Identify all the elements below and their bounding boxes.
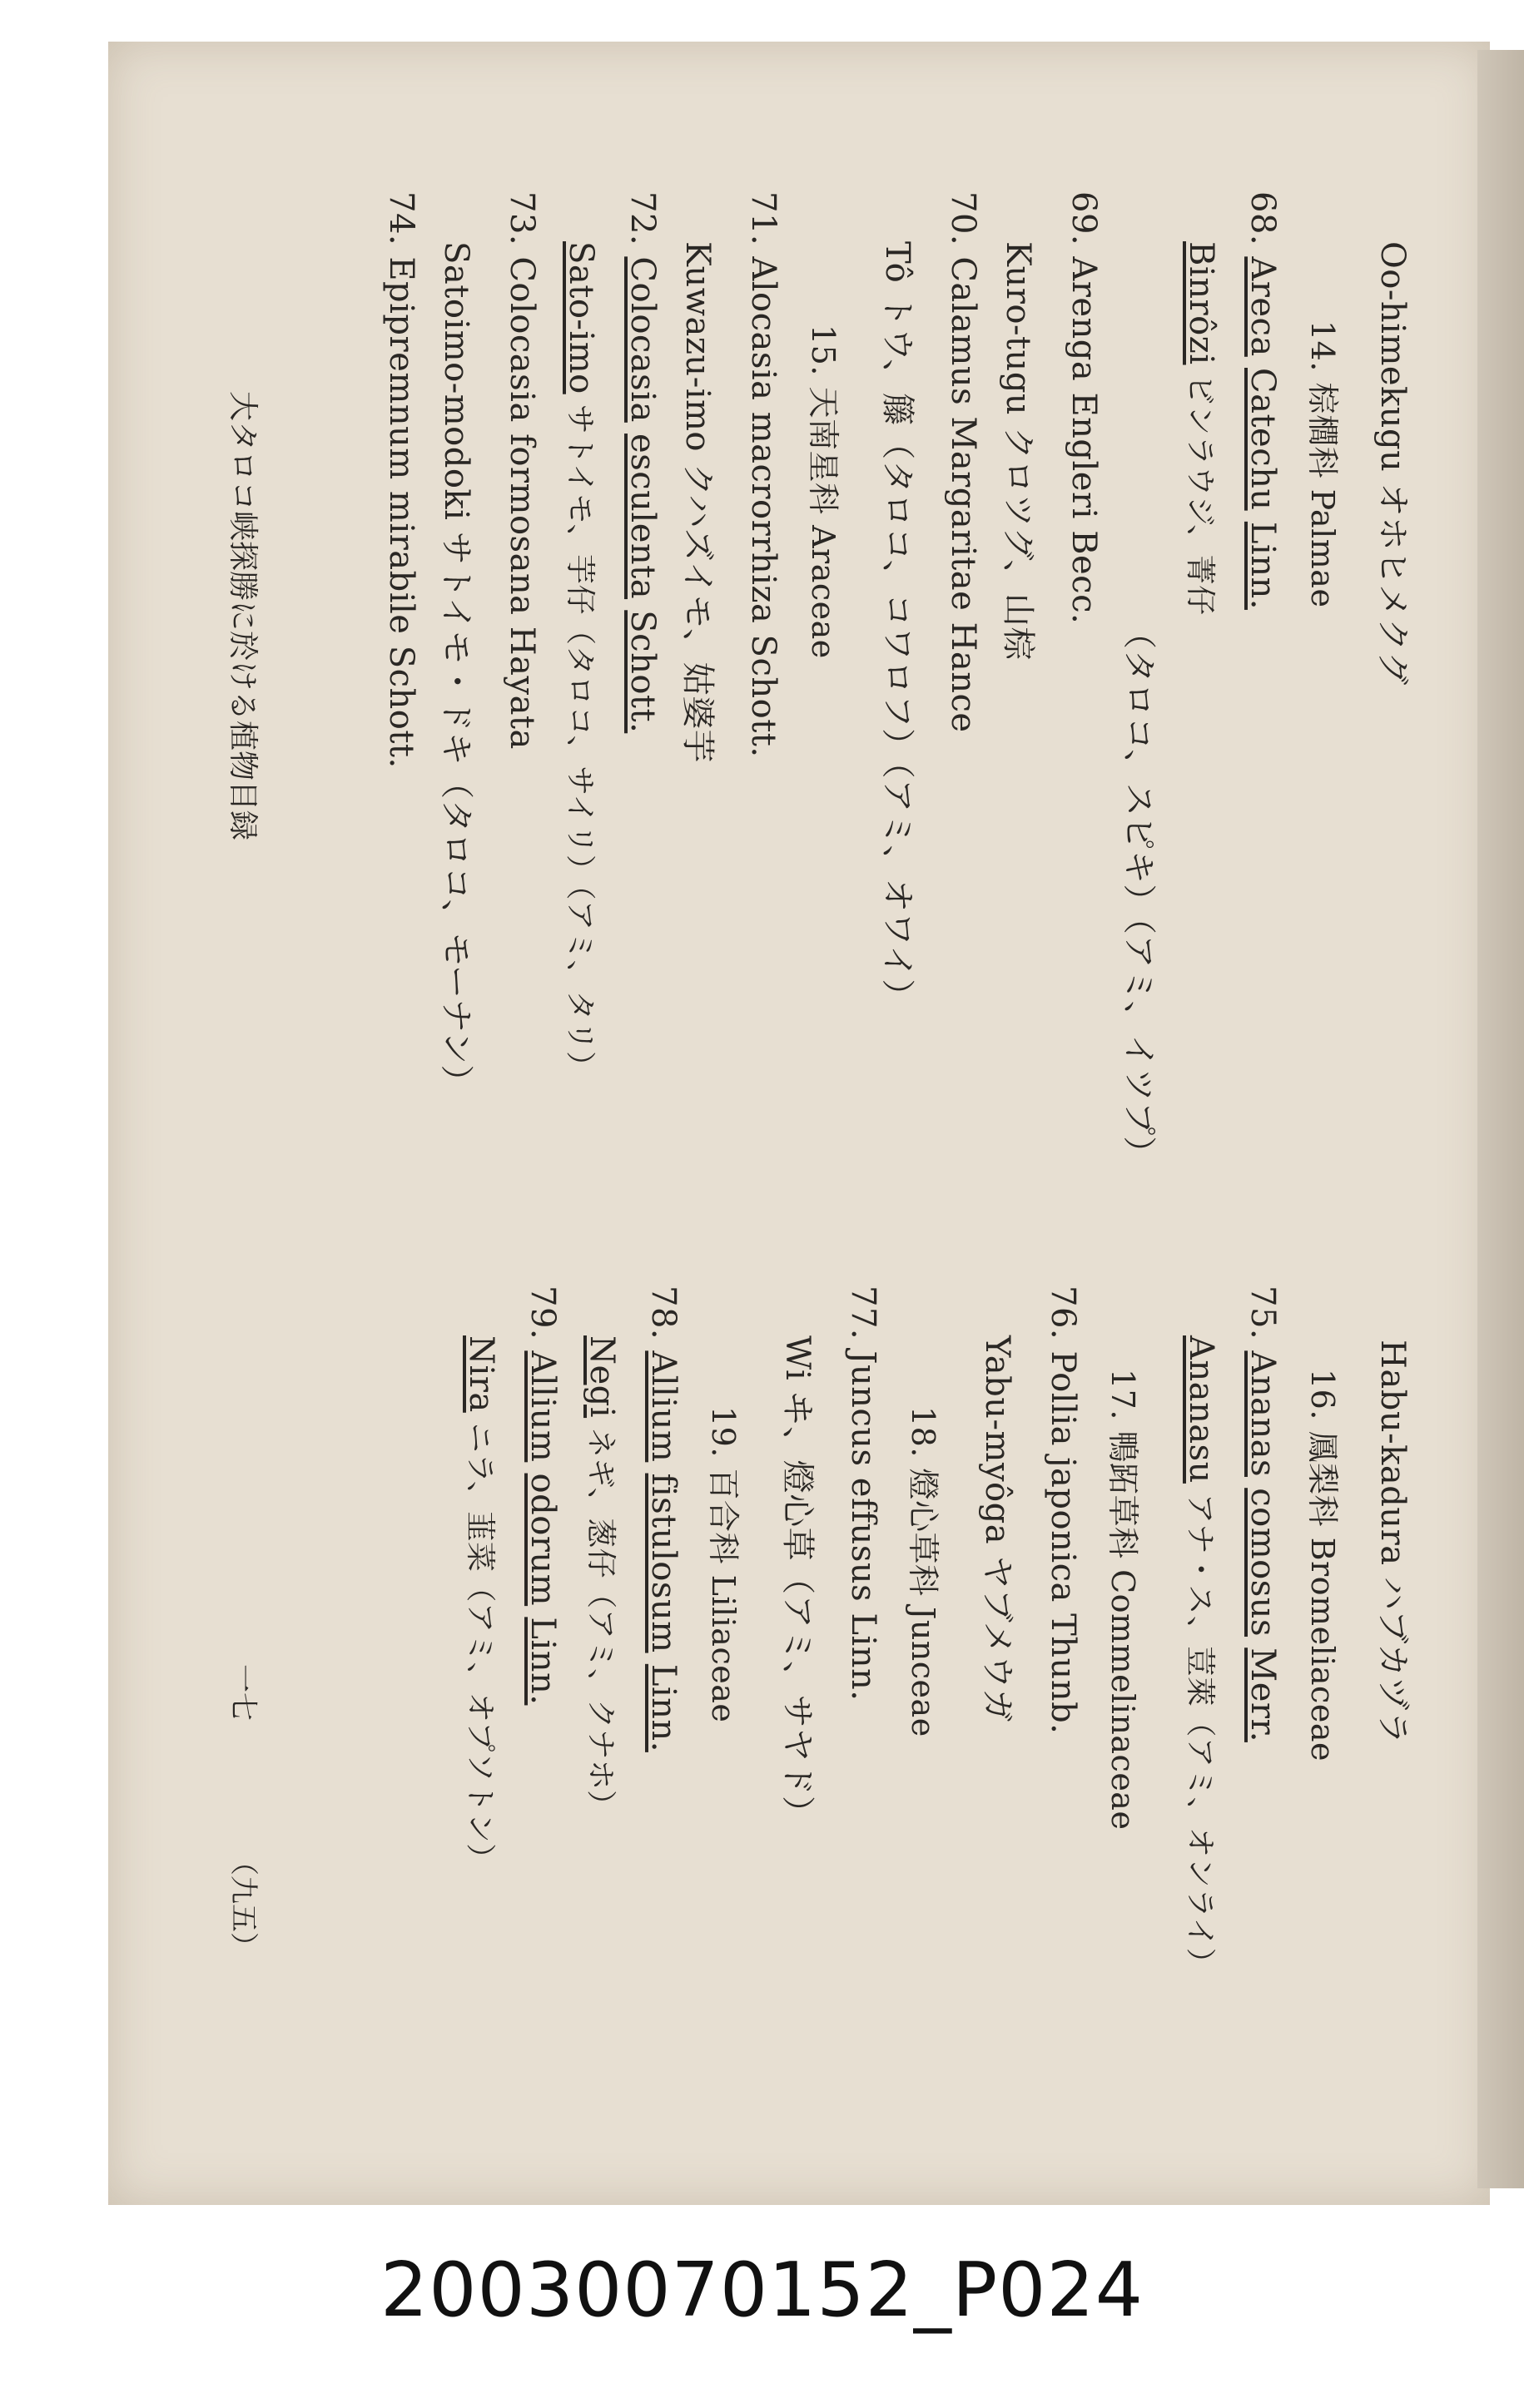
vernacular-name: Negi [583, 1335, 621, 1419]
genus: Ananas [1244, 1350, 1282, 1477]
family-heading-18: 18. 燈心草科 Junceae [905, 1406, 941, 1737]
entry-77: 77. Juncus effusus Linn. [844, 1286, 882, 1702]
entry-73-vernacular: Satoimo-modoki サトイモ・ドキ（タロコ、モーナン） [437, 241, 475, 1098]
entry-75 [1244, 1286, 1282, 1742]
archive-id-caption: 20030070152_P024 [380, 2247, 1144, 2334]
entry-71: 71. Alocasia macrorrhiza Schott. [744, 191, 782, 758]
vernacular-rest: サトイモ、芋仔（タロコ、サイリ）（アミ、タリ） [563, 394, 597, 1082]
entry-79-vernacular [461, 1335, 504, 1874]
right-column [108, 1123, 1490, 2205]
entry-78 [644, 1286, 683, 1752]
page-number-kanji: 一七 [226, 1664, 260, 1721]
species: Catechu [1244, 368, 1282, 511]
genus: Allium [644, 1350, 683, 1463]
species: esculenta [623, 434, 662, 600]
running-footer-title: 大タロコ峡探勝に於ける植物目録 [226, 391, 260, 841]
entry-76-vernacular: Yabu-myôga ヤブメウガ [978, 1335, 1016, 1723]
genus: Allium [524, 1350, 562, 1463]
vernacular-name: Binrôzi [1182, 241, 1220, 365]
species: fistulosum [644, 1473, 683, 1653]
entry-number: 72. [623, 191, 662, 246]
page-number-parenthesized: （九五） [226, 1847, 260, 1960]
entry-72-vernacular [561, 241, 603, 1082]
family-heading-17: 17. 鴨跖草科 Commelinaceae [1105, 1369, 1141, 1831]
entry-number: 75. [1244, 1286, 1282, 1340]
entry-78-vernacular [582, 1335, 624, 1821]
family-heading-14: 14. 棕櫚科 Palmae [1304, 320, 1341, 608]
vernacular-name: Ananasu [1182, 1335, 1220, 1484]
entry-71-vernacular: Kuwazu-imo クハズイモ、姑婆芋 [678, 241, 717, 764]
author: Linn. [1244, 521, 1282, 610]
entry-76: 76. Pollia japonica Thunb. [1044, 1286, 1082, 1735]
entry-77-vernacular: Wi ヰ、燈心草（アミ、サヤド） [778, 1335, 817, 1830]
entry-68-vernacular [1181, 241, 1224, 616]
entry-73: 73. Colocasia formosana Hayata [503, 191, 541, 750]
entry-69-vernacular: Kuro-tugu クロツグ、山棕 [999, 241, 1037, 661]
family-heading-16: 16. 鳳梨科 Bromeliaceae [1304, 1369, 1341, 1761]
entry-72 [623, 191, 662, 733]
entry-68 [1244, 191, 1282, 610]
rotated-text-layer [108, 42, 1490, 2205]
author: Merr. [1244, 1647, 1282, 1742]
entry-number: 79. [524, 1286, 562, 1340]
author: Linn. [644, 1663, 683, 1752]
entry-70: 70. Calamus Margaritae Hance [944, 191, 982, 733]
family-heading-19: 19. 百合科 Liliaceae [705, 1406, 742, 1723]
continuation-line: Oo-himekugu オホヒメクグ [1373, 241, 1412, 686]
entry-68-local-names: （タロコ、スピキ）（アミ、イツプ） [1119, 616, 1158, 1170]
vernacular-rest: ニラ、韮菜（アミ、オプソトン） [463, 1412, 497, 1874]
vernacular-name: Nira [462, 1335, 500, 1413]
family-heading-15: 15. 天南星科 Araceae [805, 325, 841, 659]
continuation-line: Habu-kadura ハブカヅラ [1373, 1340, 1412, 1745]
author: Linn. [524, 1617, 562, 1706]
author: Schott. [623, 610, 662, 734]
entry-number: 68. [1244, 191, 1282, 246]
entry-79 [524, 1286, 562, 1705]
entry-74: 74. Epipremnum mirabile Schott. [382, 191, 420, 769]
left-column [108, 42, 1490, 1170]
species: odorum [524, 1473, 562, 1607]
vernacular-rest: ビンラウジ、菁仔 [1183, 364, 1217, 616]
genus: Colocasia [623, 256, 662, 423]
vernacular-rest: アナ・ス、荳萊（アミ、オンライ） [1183, 1483, 1217, 1979]
genus: Areca [1244, 256, 1282, 357]
entry-75-vernacular [1181, 1335, 1224, 1978]
vernacular-rest: ネギ、葱仔（アミ、クナホ） [583, 1418, 618, 1821]
vernacular-name: Sato-imo [562, 241, 600, 394]
entry-69: 69. Arenga Engleri Becc. [1065, 191, 1103, 625]
entry-70-vernacular: Tô トウ、籐（タロコ、コワロフ）（アミ、オワイ） [878, 241, 916, 1013]
species: comosus [1244, 1488, 1282, 1638]
entry-number: 78. [644, 1286, 683, 1340]
